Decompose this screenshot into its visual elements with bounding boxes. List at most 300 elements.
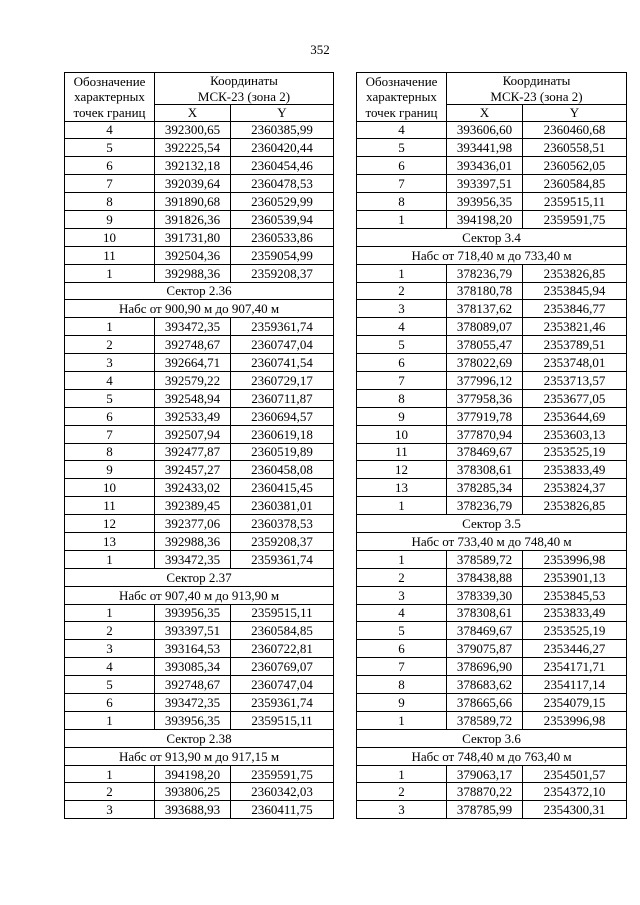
coord-y: 2353824,37 <box>523 479 627 497</box>
coord-x: 392457,27 <box>155 461 231 479</box>
table-row <box>65 443 334 461</box>
coord-y: 2353996,98 <box>523 550 627 568</box>
coord-x: 392225,54 <box>155 139 231 157</box>
coord-x: 392477,87 <box>155 443 231 461</box>
section-label: Набс от 733,40 м до 748,40 м <box>357 532 627 550</box>
section-row <box>357 747 627 765</box>
coord-x: 393956,35 <box>155 711 231 729</box>
coord-x: 393806,25 <box>155 783 231 801</box>
coord-y: 2360385,99 <box>231 121 334 139</box>
table-row <box>357 765 627 783</box>
coord-y: 2359054,99 <box>231 246 334 264</box>
table-row <box>65 694 334 712</box>
point-number: 10 <box>65 479 155 497</box>
table-row <box>65 354 334 372</box>
point-number: 2 <box>65 336 155 354</box>
coord-x: 377958,36 <box>447 389 523 407</box>
coord-y: 2353748,01 <box>523 354 627 372</box>
coord-y: 2353845,94 <box>523 282 627 300</box>
point-number: 9 <box>357 407 447 425</box>
table-row <box>357 300 627 318</box>
coord-x: 392132,18 <box>155 157 231 175</box>
coord-y: 2353996,98 <box>523 711 627 729</box>
table-row <box>357 354 627 372</box>
coord-y: 2360478,53 <box>231 175 334 193</box>
header-x: X <box>155 105 231 122</box>
coord-y: 2353901,13 <box>523 568 627 586</box>
coord-y: 2353525,19 <box>523 443 627 461</box>
point-number: 2 <box>357 282 447 300</box>
coord-y: 2353826,85 <box>523 497 627 515</box>
table-row <box>357 694 627 712</box>
point-number: 3 <box>357 300 447 318</box>
section-row <box>357 228 627 246</box>
coord-y: 2359515,11 <box>231 711 334 729</box>
section-row <box>65 729 334 747</box>
header-line: МСК-23 (зона 2) <box>197 88 291 104</box>
section-label: Набс от 900,90 м до 907,40 м <box>65 300 334 318</box>
section-row <box>357 246 627 264</box>
coord-x: 394198,20 <box>155 765 231 783</box>
point-number: 7 <box>357 658 447 676</box>
coord-x: 393436,01 <box>447 157 523 175</box>
point-number: 4 <box>65 658 155 676</box>
point-number: 1 <box>357 210 447 228</box>
section-label: Сектор 3.5 <box>357 515 627 533</box>
table-row <box>357 622 627 640</box>
coord-x: 392988,36 <box>155 264 231 282</box>
point-number: 11 <box>65 497 155 515</box>
coord-x: 378665,66 <box>447 694 523 712</box>
point-number: 13 <box>357 479 447 497</box>
point-number: 9 <box>65 210 155 228</box>
coord-x: 379063,17 <box>447 765 523 783</box>
header-coordinates <box>155 73 334 105</box>
coord-y: 2353789,51 <box>523 336 627 354</box>
table-row <box>357 801 627 819</box>
table-row <box>65 783 334 801</box>
section-label: Набс от 718,40 м до 733,40 м <box>357 246 627 264</box>
table-row <box>65 658 334 676</box>
table-row <box>357 640 627 658</box>
point-number: 6 <box>65 157 155 175</box>
point-number: 4 <box>357 604 447 622</box>
coord-x: 378438,88 <box>447 568 523 586</box>
coord-y: 2359361,74 <box>231 694 334 712</box>
point-number: 8 <box>357 193 447 211</box>
coord-y: 2360747,04 <box>231 336 334 354</box>
coord-x: 378137,62 <box>447 300 523 318</box>
coord-y: 2360539,94 <box>231 210 334 228</box>
coord-x: 378308,61 <box>447 604 523 622</box>
table-row <box>357 121 627 139</box>
table-row <box>357 550 627 568</box>
coord-x: 378089,07 <box>447 318 523 336</box>
table-row <box>65 479 334 497</box>
coord-y: 2360694,57 <box>231 407 334 425</box>
coord-x: 392664,71 <box>155 354 231 372</box>
table-row <box>357 443 627 461</box>
point-number: 1 <box>65 264 155 282</box>
table-row <box>65 371 334 389</box>
coord-y: 2360558,51 <box>523 139 627 157</box>
coord-y: 2360729,17 <box>231 371 334 389</box>
header-point-designation <box>65 73 155 122</box>
point-number: 3 <box>357 586 447 604</box>
table-row <box>357 711 627 729</box>
coord-x: 378469,67 <box>447 443 523 461</box>
table-row <box>357 264 627 282</box>
coord-y: 2359515,11 <box>523 193 627 211</box>
coord-y: 2354117,14 <box>523 676 627 694</box>
table-row <box>65 622 334 640</box>
coord-x: 393956,35 <box>447 193 523 211</box>
coord-x: 378785,99 <box>447 801 523 819</box>
coord-x: 392548,94 <box>155 389 231 407</box>
coord-x: 378236,79 <box>447 264 523 282</box>
table-row <box>65 765 334 783</box>
point-number: 8 <box>65 193 155 211</box>
table-row <box>357 336 627 354</box>
section-row <box>65 586 334 604</box>
table-row <box>65 711 334 729</box>
coord-x: 393397,51 <box>447 175 523 193</box>
coord-x: 392748,67 <box>155 676 231 694</box>
coord-x: 392039,64 <box>155 175 231 193</box>
coord-x: 378285,34 <box>447 479 523 497</box>
table-row <box>65 389 334 407</box>
table-row <box>357 210 627 228</box>
section-label: Набс от 748,40 м до 763,40 м <box>357 747 627 765</box>
coord-x: 392389,45 <box>155 497 231 515</box>
coord-y: 2353833,49 <box>523 604 627 622</box>
table-row <box>65 461 334 479</box>
section-label: Сектор 2.36 <box>65 282 334 300</box>
header-line: характерных <box>366 89 437 104</box>
table-row <box>357 676 627 694</box>
point-number: 4 <box>357 318 447 336</box>
point-number: 5 <box>357 336 447 354</box>
coord-x: 393472,35 <box>155 694 231 712</box>
coord-y: 2360342,03 <box>231 783 334 801</box>
table-row <box>65 246 334 264</box>
header-x: X <box>447 105 523 122</box>
point-number: 2 <box>357 783 447 801</box>
coord-y: 2359361,74 <box>231 550 334 568</box>
coord-x: 392579,22 <box>155 371 231 389</box>
point-number: 8 <box>65 443 155 461</box>
table-row <box>65 640 334 658</box>
coord-y: 2353846,77 <box>523 300 627 318</box>
section-row <box>65 747 334 765</box>
coord-x: 393085,34 <box>155 658 231 676</box>
table-row <box>357 175 627 193</box>
header-line: МСК-23 (зона 2) <box>490 88 583 104</box>
coord-y: 2353644,69 <box>523 407 627 425</box>
coord-x: 392433,02 <box>155 479 231 497</box>
table-row <box>65 210 334 228</box>
point-number: 12 <box>65 515 155 533</box>
coord-y: 2353833,49 <box>523 461 627 479</box>
point-number: 7 <box>65 425 155 443</box>
point-number: 7 <box>65 175 155 193</box>
point-number: 1 <box>65 318 155 336</box>
coord-y: 2353603,13 <box>523 425 627 443</box>
table-row <box>357 425 627 443</box>
coord-y: 2353845,53 <box>523 586 627 604</box>
header-line: Обозначение <box>73 73 146 89</box>
coord-x: 378236,79 <box>447 497 523 515</box>
table-row <box>65 497 334 515</box>
coord-y: 2353826,85 <box>523 264 627 282</box>
header-line: Координаты <box>502 73 571 88</box>
point-number: 3 <box>357 801 447 819</box>
coord-y: 2354171,71 <box>523 658 627 676</box>
point-number: 1 <box>357 497 447 515</box>
section-label: Сектор 2.37 <box>65 568 334 586</box>
point-number: 4 <box>357 121 447 139</box>
coord-x: 378055,47 <box>447 336 523 354</box>
table-row <box>65 175 334 193</box>
point-number: 1 <box>65 711 155 729</box>
table-row <box>65 425 334 443</box>
table-row <box>357 282 627 300</box>
section-label: Сектор 2.38 <box>65 729 334 747</box>
point-number: 1 <box>357 550 447 568</box>
point-number: 1 <box>357 711 447 729</box>
point-number: 6 <box>65 407 155 425</box>
coord-x: 392748,67 <box>155 336 231 354</box>
coord-y: 2359591,75 <box>231 765 334 783</box>
point-number: 6 <box>65 694 155 712</box>
table-row <box>65 121 334 139</box>
coord-x: 394198,20 <box>447 210 523 228</box>
coord-y: 2354079,15 <box>523 694 627 712</box>
table-row <box>357 497 627 515</box>
point-number: 10 <box>357 425 447 443</box>
coord-y: 2360458,08 <box>231 461 334 479</box>
table-row <box>357 371 627 389</box>
point-number: 10 <box>65 228 155 246</box>
section-label: Набс от 913,90 м до 917,15 м <box>65 747 334 765</box>
point-number: 5 <box>65 676 155 694</box>
table-row <box>65 193 334 211</box>
coord-y: 2359515,11 <box>231 604 334 622</box>
table-row <box>357 568 627 586</box>
coord-y: 2359591,75 <box>523 210 627 228</box>
point-number: 6 <box>357 157 447 175</box>
coord-x: 378180,78 <box>447 282 523 300</box>
point-number: 1 <box>357 264 447 282</box>
table-row <box>65 676 334 694</box>
table-row <box>357 479 627 497</box>
point-number: 3 <box>65 354 155 372</box>
table-row <box>65 407 334 425</box>
coord-x: 377870,94 <box>447 425 523 443</box>
point-number: 6 <box>357 640 447 658</box>
table-row <box>357 783 627 801</box>
coord-x: 393164,53 <box>155 640 231 658</box>
coord-y: 2360519,89 <box>231 443 334 461</box>
coord-y: 2359361,74 <box>231 318 334 336</box>
coord-y: 2353713,57 <box>523 371 627 389</box>
coord-y: 2353821,46 <box>523 318 627 336</box>
coord-y: 2360420,44 <box>231 139 334 157</box>
table-row <box>357 604 627 622</box>
coord-x: 378308,61 <box>447 461 523 479</box>
point-number: 2 <box>65 622 155 640</box>
point-number: 1 <box>65 604 155 622</box>
coord-y: 2359208,37 <box>231 532 334 550</box>
coord-x: 378696,90 <box>447 658 523 676</box>
point-number: 4 <box>65 121 155 139</box>
coord-y: 2360415,45 <box>231 479 334 497</box>
point-number: 12 <box>357 461 447 479</box>
coord-y: 2360562,05 <box>523 157 627 175</box>
table-row <box>65 336 334 354</box>
point-number: 11 <box>357 443 447 461</box>
coord-y: 2360741,54 <box>231 354 334 372</box>
coord-x: 378339,30 <box>447 586 523 604</box>
coord-x: 378870,22 <box>447 783 523 801</box>
section-row <box>65 300 334 318</box>
point-number: 2 <box>65 783 155 801</box>
header-line: точек границ <box>365 104 438 120</box>
coord-x: 393472,35 <box>155 318 231 336</box>
coord-x: 392533,49 <box>155 407 231 425</box>
table-row <box>65 532 334 550</box>
coord-x: 393688,93 <box>155 801 231 819</box>
section-row <box>357 729 627 747</box>
point-number: 7 <box>357 371 447 389</box>
coord-y: 2353677,05 <box>523 389 627 407</box>
header-line: Координаты <box>210 73 278 88</box>
coord-y: 2360584,85 <box>231 622 334 640</box>
coord-y: 2354501,57 <box>523 765 627 783</box>
header-line: Обозначение <box>365 73 438 89</box>
point-number: 5 <box>357 622 447 640</box>
point-number: 9 <box>357 694 447 712</box>
coord-x: 392988,36 <box>155 532 231 550</box>
table-body-right <box>357 121 627 819</box>
coord-y: 2359208,37 <box>231 264 334 282</box>
coord-y: 2353525,19 <box>523 622 627 640</box>
point-number: 8 <box>357 676 447 694</box>
point-number: 8 <box>357 389 447 407</box>
coord-y: 2354300,31 <box>523 801 627 819</box>
header-line: характерных <box>74 89 145 104</box>
coord-x: 393441,98 <box>447 139 523 157</box>
coord-x: 392504,36 <box>155 246 231 264</box>
point-number: 11 <box>65 246 155 264</box>
header-point-designation <box>357 73 447 122</box>
coord-x: 392377,06 <box>155 515 231 533</box>
coordinates-table-left <box>64 72 334 819</box>
coord-y: 2360584,85 <box>523 175 627 193</box>
point-number: 5 <box>65 139 155 157</box>
coord-x: 392507,94 <box>155 425 231 443</box>
point-number: 5 <box>357 139 447 157</box>
table-row <box>65 264 334 282</box>
point-number: 3 <box>65 640 155 658</box>
coord-x: 391731,80 <box>155 228 231 246</box>
point-number: 13 <box>65 532 155 550</box>
table-row <box>357 389 627 407</box>
header-y: Y <box>523 105 627 122</box>
coordinates-table-right <box>356 72 627 819</box>
table-row <box>357 318 627 336</box>
coord-x: 393397,51 <box>155 622 231 640</box>
point-number: 1 <box>65 550 155 568</box>
point-number: 9 <box>65 461 155 479</box>
section-row <box>65 282 334 300</box>
coord-y: 2360711,87 <box>231 389 334 407</box>
coord-x: 377996,12 <box>447 371 523 389</box>
section-row <box>65 568 334 586</box>
coord-x: 392300,65 <box>155 121 231 139</box>
point-number: 3 <box>65 801 155 819</box>
coord-y: 2360381,01 <box>231 497 334 515</box>
table-row <box>65 228 334 246</box>
section-row <box>357 532 627 550</box>
coord-y: 2360769,07 <box>231 658 334 676</box>
table-row <box>357 157 627 175</box>
table-row <box>65 604 334 622</box>
table-row <box>65 515 334 533</box>
table-row <box>65 157 334 175</box>
coord-x: 378589,72 <box>447 711 523 729</box>
header-coordinates <box>447 73 627 105</box>
point-number: 7 <box>357 175 447 193</box>
table-row <box>357 407 627 425</box>
table-row <box>65 801 334 819</box>
header-line: точек границ <box>73 104 146 120</box>
point-number: 2 <box>357 568 447 586</box>
section-row <box>357 515 627 533</box>
coord-y: 2360454,46 <box>231 157 334 175</box>
coord-x: 377919,78 <box>447 407 523 425</box>
coord-y: 2360747,04 <box>231 676 334 694</box>
table-row <box>357 658 627 676</box>
coord-x: 393472,35 <box>155 550 231 568</box>
page-number: 352 <box>310 42 330 57</box>
coord-x: 378022,69 <box>447 354 523 372</box>
coord-x: 378469,67 <box>447 622 523 640</box>
point-number: 1 <box>65 765 155 783</box>
coord-x: 391890,68 <box>155 193 231 211</box>
coord-y: 2360619,18 <box>231 425 334 443</box>
point-number: 4 <box>65 371 155 389</box>
coord-y: 2360411,75 <box>231 801 334 819</box>
coord-y: 2360722,81 <box>231 640 334 658</box>
coord-x: 393606,60 <box>447 121 523 139</box>
coord-x: 378589,72 <box>447 550 523 568</box>
table-row <box>357 586 627 604</box>
coord-x: 379075,87 <box>447 640 523 658</box>
table-row <box>65 550 334 568</box>
coord-y: 2360460,68 <box>523 121 627 139</box>
table-body-left <box>65 121 334 819</box>
table-row <box>65 139 334 157</box>
coord-y: 2360533,86 <box>231 228 334 246</box>
coord-y: 2353446,27 <box>523 640 627 658</box>
section-label: Сектор 3.6 <box>357 729 627 747</box>
table-row <box>65 318 334 336</box>
table-row <box>357 461 627 479</box>
coord-x: 378683,62 <box>447 676 523 694</box>
coord-x: 391826,36 <box>155 210 231 228</box>
point-number: 6 <box>357 354 447 372</box>
